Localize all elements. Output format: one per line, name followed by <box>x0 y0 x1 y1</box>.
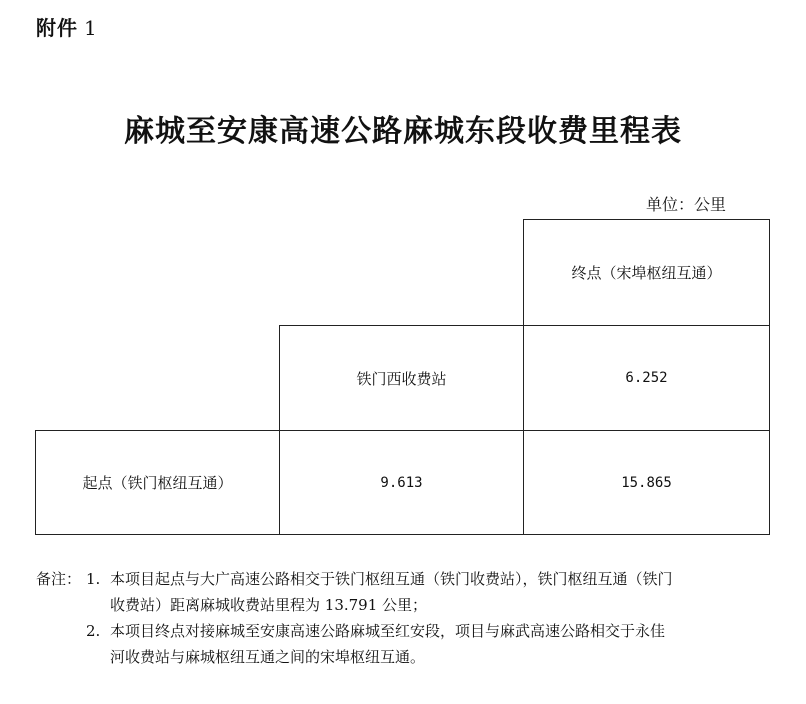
note-number: 2. <box>86 622 101 640</box>
toll-station-header-cell: 铁门西收费站 <box>279 325 524 431</box>
notes-section <box>36 566 796 670</box>
note-item <box>36 618 796 644</box>
note-number: 1. <box>86 570 101 588</box>
start-to-station-distance-cell: 9.613 <box>279 430 524 535</box>
note-item <box>36 566 796 592</box>
page-title: 麻城至安康高速公路麻城东段收费里程表 <box>124 114 682 149</box>
attachment-number: 1 <box>84 16 98 40</box>
note-text: 本项目起点与大广高速公路相交于铁门枢纽互通（铁门收费站），铁门枢纽互通（铁门 <box>110 570 673 588</box>
attachment-label <box>36 12 98 41</box>
note-text-continued: 收费站）距离麻城收费站里程为 13.791 公里； <box>110 596 428 614</box>
note-text: 本项目终点对接麻城至安康高速公路麻城至红安段，项目与麻武高速公路相交于永佳 <box>110 622 666 640</box>
start-point-header-cell: 起点（铁门枢纽互通） <box>35 430 280 535</box>
station-to-end-distance-cell: 6.252 <box>523 325 770 431</box>
note-text-continued: 河收费站与麻城枢纽互通之间的宋埠枢纽互通。 <box>110 648 426 666</box>
attachment-label-text: 附件 <box>36 16 78 40</box>
unit-label: 单位：公里 <box>646 195 727 214</box>
start-to-end-distance-cell: 15.865 <box>523 430 770 535</box>
end-point-header-cell: 终点（宋埠枢纽互通） <box>523 219 770 326</box>
notes-label: 备注： <box>36 570 82 588</box>
